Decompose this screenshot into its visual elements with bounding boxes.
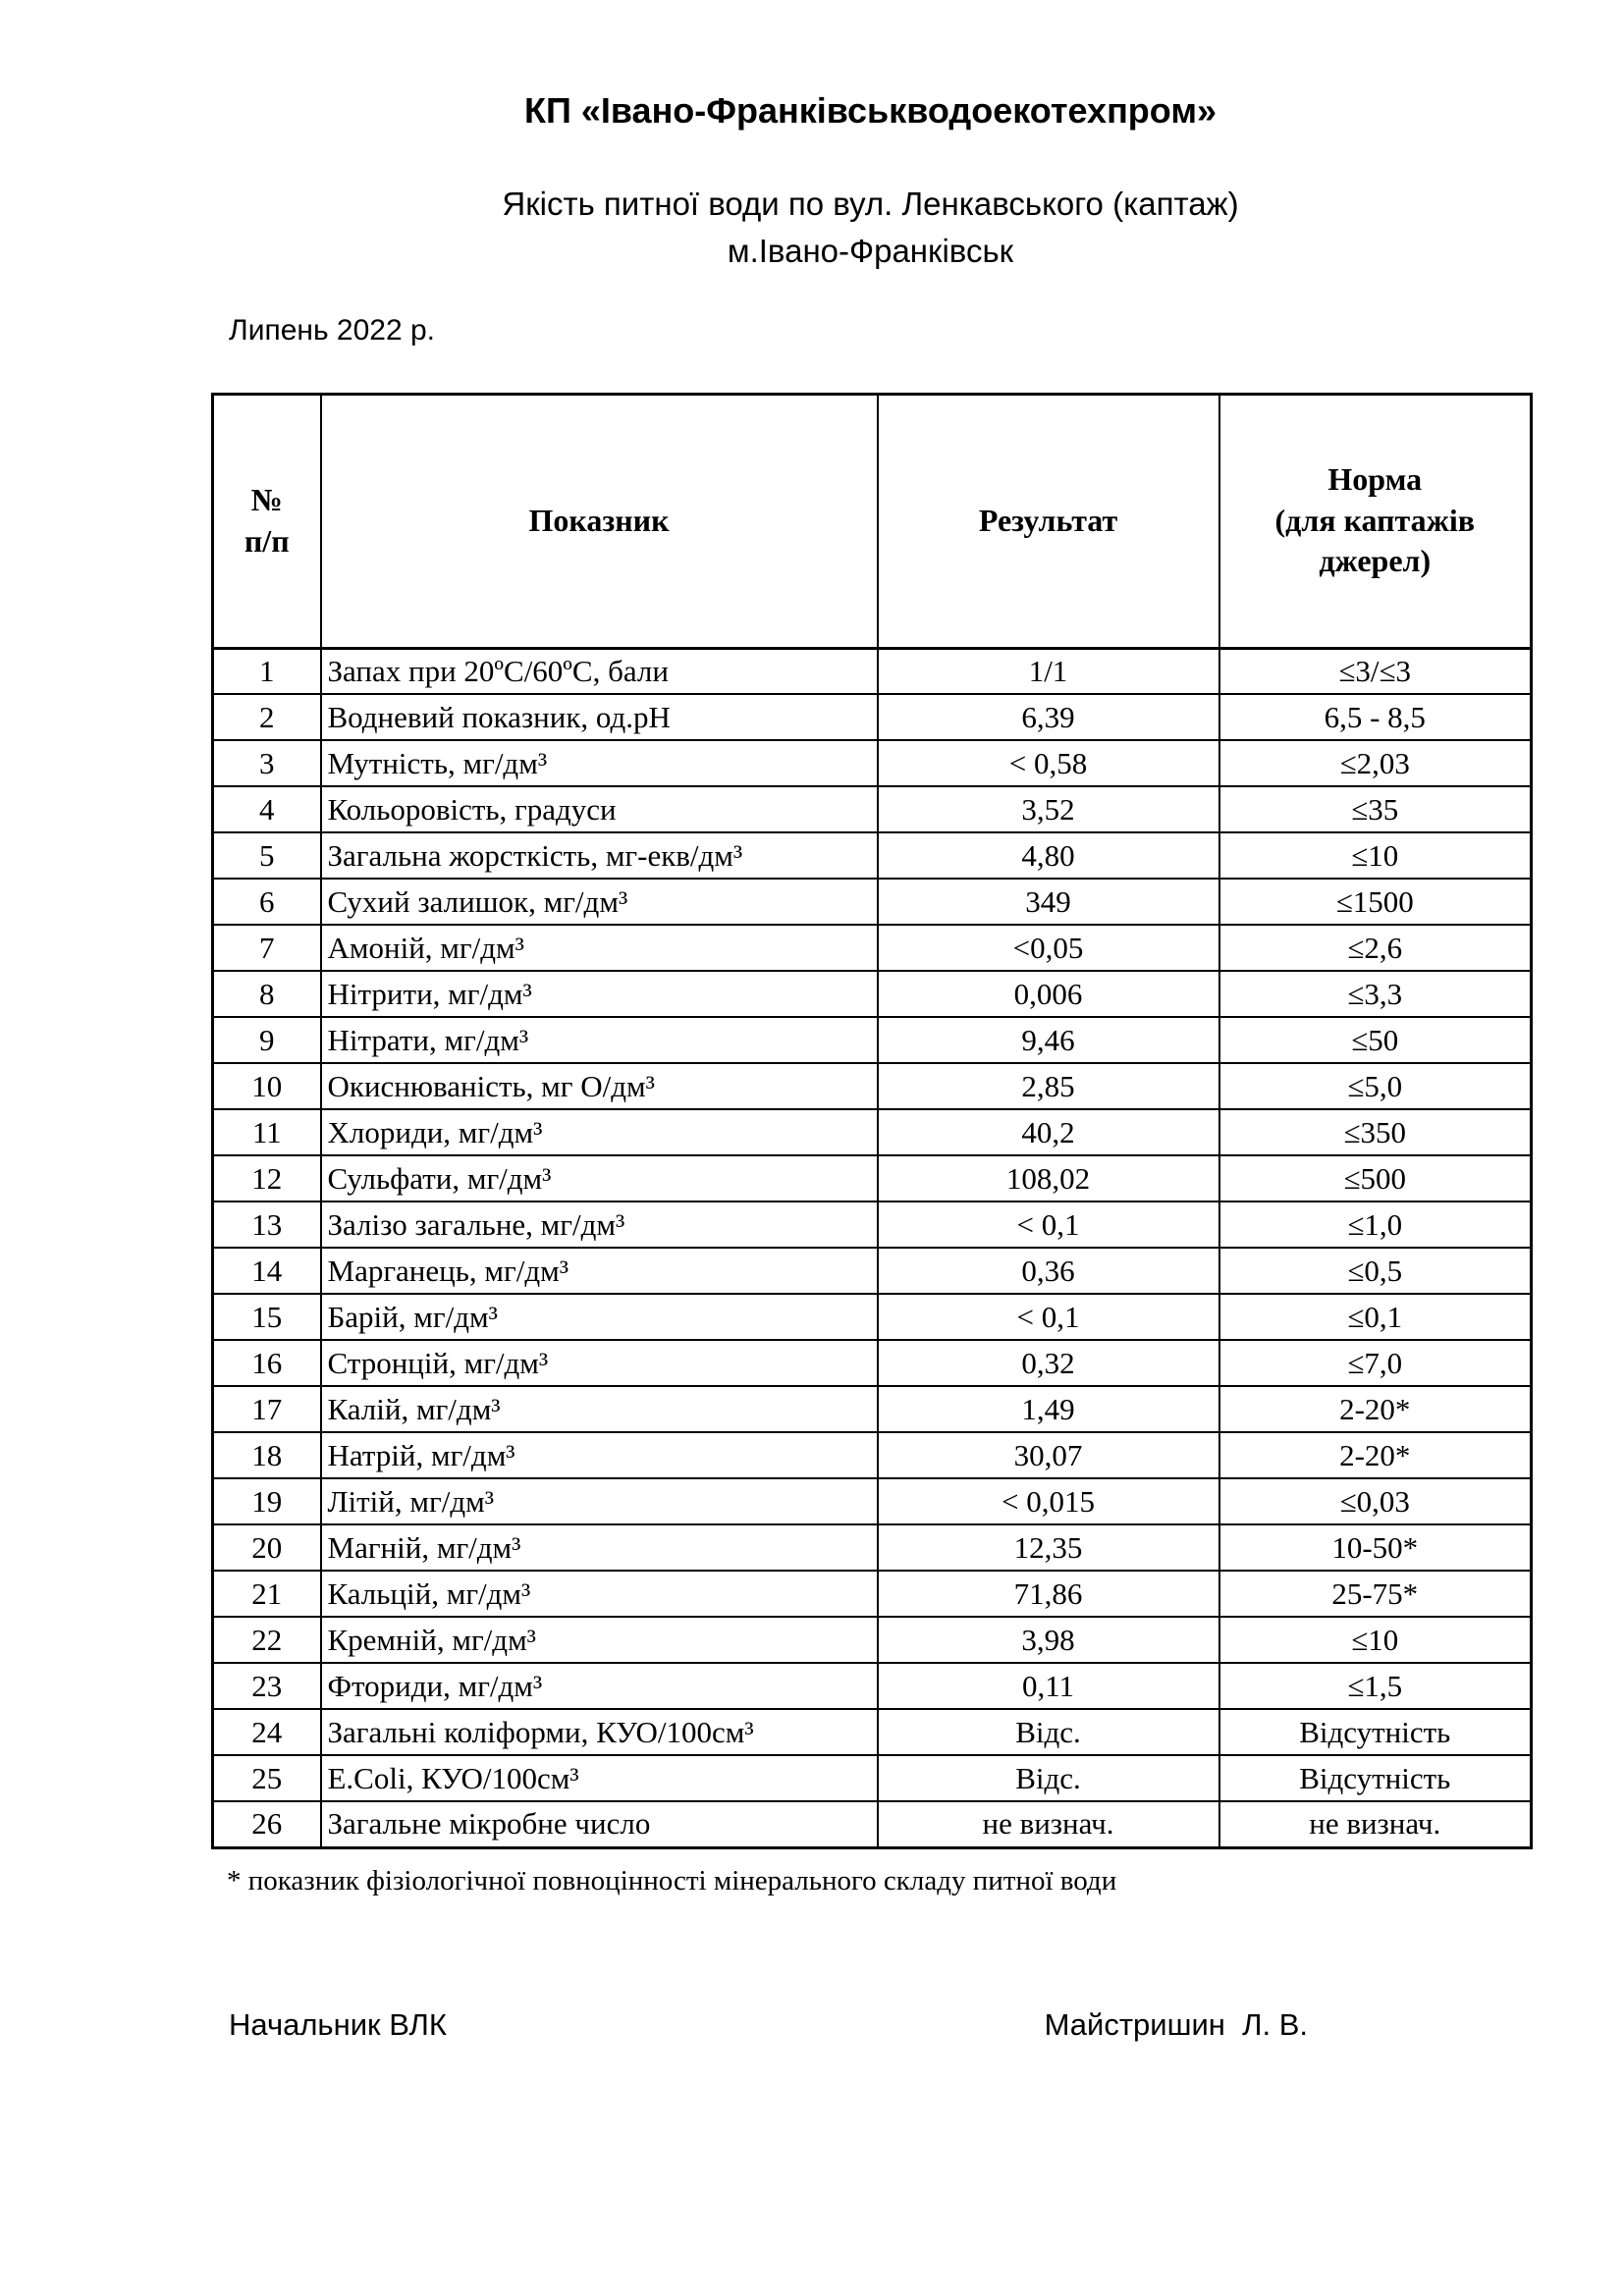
table-row: [213, 1386, 1532, 1432]
cell-norm: 25-75*: [1219, 1571, 1532, 1617]
cell-result: 1/1: [878, 648, 1219, 694]
cell-result: 0,32: [878, 1340, 1219, 1386]
cell-result: 6,39: [878, 694, 1219, 740]
table-row: [213, 1201, 1532, 1248]
report-period: Липень 2022 р.: [229, 313, 435, 347]
cell-number: 16: [213, 1340, 321, 1386]
cell-norm: ≤3/≤3: [1219, 648, 1532, 694]
cell-indicator: Кольоровість, градуси: [321, 786, 878, 832]
table-row: [213, 1524, 1532, 1571]
cell-result: <0,05: [878, 925, 1219, 971]
table-row: [213, 648, 1532, 694]
cell-norm: ≤500: [1219, 1155, 1532, 1201]
cell-result: < 0,015: [878, 1478, 1219, 1524]
table-row: [213, 1340, 1532, 1386]
cell-number: 2: [213, 694, 321, 740]
cell-result: 4,80: [878, 832, 1219, 879]
cell-number: 12: [213, 1155, 321, 1201]
table-row: [213, 1755, 1532, 1801]
cell-norm: ≤3,3: [1219, 971, 1532, 1017]
cell-number: 21: [213, 1571, 321, 1617]
table-row: [213, 1155, 1532, 1201]
header-norm-line3: джерел): [1319, 543, 1432, 579]
cell-norm: 2-20*: [1219, 1432, 1532, 1478]
table-row: [213, 1617, 1532, 1663]
cell-indicator: Калій, мг/дм³: [321, 1386, 878, 1432]
cell-result: 9,46: [878, 1017, 1219, 1063]
header-number: [213, 394, 321, 648]
table-header: [213, 394, 1532, 648]
cell-number: 24: [213, 1709, 321, 1755]
cell-result: Відс.: [878, 1709, 1219, 1755]
cell-norm: ≤0,03: [1219, 1478, 1532, 1524]
cell-indicator: Загальна жорсткість, мг-екв/дм³: [321, 832, 878, 879]
table-row: [213, 694, 1532, 740]
cell-indicator: Кальцій, мг/дм³: [321, 1571, 878, 1617]
cell-norm: 2-20*: [1219, 1386, 1532, 1432]
cell-indicator: Мутність, мг/дм³: [321, 740, 878, 786]
cell-norm: ≤5,0: [1219, 1063, 1532, 1109]
cell-number: 18: [213, 1432, 321, 1478]
subtitle-line-2: м.Івано-Франківськ: [727, 232, 1014, 269]
cell-number: 8: [213, 971, 321, 1017]
cell-indicator: Сульфати, мг/дм³: [321, 1155, 878, 1201]
cell-indicator: Кремній, мг/дм³: [321, 1617, 878, 1663]
cell-indicator: Водневий показник, од.рН: [321, 694, 878, 740]
cell-norm: ≤10: [1219, 1617, 1532, 1663]
cell-result: < 0,1: [878, 1201, 1219, 1248]
page-title: КП «Івано-Франківськводоекотехпром»: [524, 90, 1217, 131]
cell-norm: Відсутність: [1219, 1709, 1532, 1755]
cell-result: 71,86: [878, 1571, 1219, 1617]
signature-name: Майстришин Л. В.: [1044, 2006, 1308, 2042]
cell-number: 10: [213, 1063, 321, 1109]
cell-number: 25: [213, 1755, 321, 1801]
table-row: [213, 1109, 1532, 1155]
cell-indicator: Сухий залишок, мг/дм³: [321, 879, 878, 925]
cell-number: 26: [213, 1801, 321, 1847]
cell-indicator: Марганець, мг/дм³: [321, 1248, 878, 1294]
cell-norm: ≤2,03: [1219, 740, 1532, 786]
table-row: [213, 1017, 1532, 1063]
cell-number: 9: [213, 1017, 321, 1063]
cell-number: 23: [213, 1663, 321, 1709]
table-row: [213, 925, 1532, 971]
cell-norm: не визнач.: [1219, 1801, 1532, 1847]
subtitle-line-1: Якість питної води по вул. Ленкавського (каптаж): [502, 186, 1239, 222]
cell-number: 11: [213, 1109, 321, 1155]
cell-norm: ≤10: [1219, 832, 1532, 879]
cell-result: 0,11: [878, 1663, 1219, 1709]
cell-number: 20: [213, 1524, 321, 1571]
cell-indicator: Магній, мг/дм³: [321, 1524, 878, 1571]
header-norm: [1219, 394, 1532, 648]
cell-indicator: Загальні коліформи, КУО/100см³: [321, 1709, 878, 1755]
cell-result: 349: [878, 879, 1219, 925]
cell-number: 3: [213, 740, 321, 786]
table-row: [213, 1801, 1532, 1847]
cell-result: < 0,58: [878, 740, 1219, 786]
cell-indicator: Стронцій, мг/дм³: [321, 1340, 878, 1386]
cell-norm: ≤1,5: [1219, 1663, 1532, 1709]
cell-number: 19: [213, 1478, 321, 1524]
header-norm-line1: Норма: [1327, 461, 1423, 498]
table-row: [213, 740, 1532, 786]
cell-norm: ≤1500: [1219, 879, 1532, 925]
cell-number: 5: [213, 832, 321, 879]
cell-result: 108,02: [878, 1155, 1219, 1201]
table-row: [213, 1478, 1532, 1524]
header-result: Результат: [878, 394, 1219, 648]
cell-indicator: Хлориди, мг/дм³: [321, 1109, 878, 1155]
table-row: [213, 1294, 1532, 1340]
table-row: [213, 1663, 1532, 1709]
cell-indicator: Залізо загальне, мг/дм³: [321, 1201, 878, 1248]
cell-number: 13: [213, 1201, 321, 1248]
header-number-line2: п/п: [244, 522, 290, 559]
cell-result: не визнач.: [878, 1801, 1219, 1847]
cell-result: 40,2: [878, 1109, 1219, 1155]
cell-result: 0,36: [878, 1248, 1219, 1294]
cell-indicator: E.Coli, КУО/100см³: [321, 1755, 878, 1801]
cell-number: 17: [213, 1386, 321, 1432]
cell-indicator: Амоній, мг/дм³: [321, 925, 878, 971]
header-number-line1: №: [250, 482, 283, 518]
cell-number: 1: [213, 648, 321, 694]
table-row: [213, 1571, 1532, 1617]
table-row: [213, 1709, 1532, 1755]
table-row: [213, 879, 1532, 925]
signature-role: Начальник ВЛК: [229, 2006, 447, 2042]
cell-result: 12,35: [878, 1524, 1219, 1571]
cell-number: 15: [213, 1294, 321, 1340]
footnote: * показник фізіологічної повноцінності мінерального складу питної води: [227, 1864, 1117, 1896]
cell-indicator: Окиснюваність, мг О/дм³: [321, 1063, 878, 1109]
cell-result: Відс.: [878, 1755, 1219, 1801]
table-row: [213, 832, 1532, 879]
cell-result: 1,49: [878, 1386, 1219, 1432]
cell-result: 3,98: [878, 1617, 1219, 1663]
cell-indicator: Запах при 20ºС/60ºС, бали: [321, 648, 878, 694]
cell-result: 2,85: [878, 1063, 1219, 1109]
cell-norm: Відсутність: [1219, 1755, 1532, 1801]
cell-number: 4: [213, 786, 321, 832]
cell-norm: ≤50: [1219, 1017, 1532, 1063]
cell-norm: 6,5 - 8,5: [1219, 694, 1532, 740]
cell-indicator: Нітрити, мг/дм³: [321, 971, 878, 1017]
page-subtitle: [211, 181, 1530, 275]
header-norm-line2: (для каптажів: [1274, 502, 1476, 538]
signature-block: [211, 2007, 1530, 2043]
table-row: [213, 1248, 1532, 1294]
cell-indicator: Літій, мг/дм³: [321, 1478, 878, 1524]
table-row: [213, 1063, 1532, 1109]
cell-indicator: Нітрати, мг/дм³: [321, 1017, 878, 1063]
cell-norm: ≤35: [1219, 786, 1532, 832]
cell-norm: ≤0,1: [1219, 1294, 1532, 1340]
cell-indicator: Натрій, мг/дм³: [321, 1432, 878, 1478]
cell-number: 7: [213, 925, 321, 971]
table-header-row: [213, 394, 1532, 648]
document-content: [211, 0, 1530, 2043]
cell-number: 14: [213, 1248, 321, 1294]
cell-norm: ≤2,6: [1219, 925, 1532, 971]
table-row: [213, 971, 1532, 1017]
cell-result: < 0,1: [878, 1294, 1219, 1340]
cell-result: 30,07: [878, 1432, 1219, 1478]
cell-norm: ≤0,5: [1219, 1248, 1532, 1294]
cell-indicator: Барій, мг/дм³: [321, 1294, 878, 1340]
cell-norm: ≤1,0: [1219, 1201, 1532, 1248]
table-row: [213, 786, 1532, 832]
water-quality-table: [211, 393, 1533, 1849]
cell-result: 3,52: [878, 786, 1219, 832]
cell-number: 22: [213, 1617, 321, 1663]
header-indicator: Показник: [321, 394, 878, 648]
cell-indicator: Фториди, мг/дм³: [321, 1663, 878, 1709]
cell-norm: ≤350: [1219, 1109, 1532, 1155]
table-body: [213, 648, 1532, 1847]
table-row: [213, 1432, 1532, 1478]
cell-norm: ≤7,0: [1219, 1340, 1532, 1386]
cell-norm: 10-50*: [1219, 1524, 1532, 1571]
cell-result: 0,006: [878, 971, 1219, 1017]
cell-indicator: Загальне мікробне число: [321, 1801, 878, 1847]
cell-number: 6: [213, 879, 321, 925]
